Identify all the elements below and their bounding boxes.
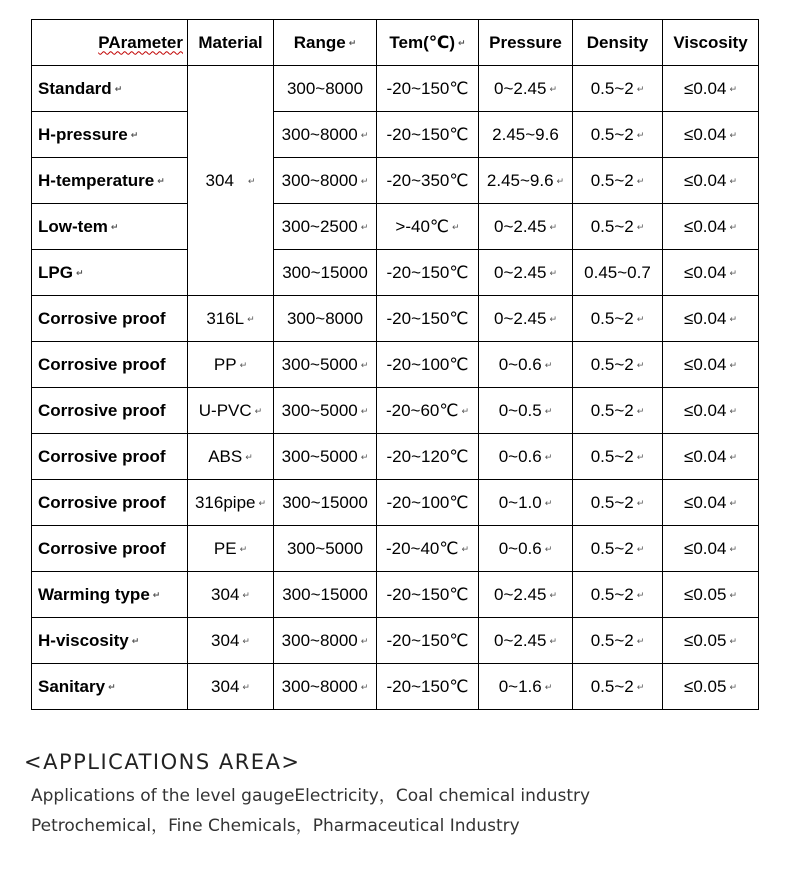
paragraph-mark-icon: ↵: [245, 451, 253, 462]
paragraph-mark-icon: ↵: [242, 681, 250, 692]
cell-pressure: [479, 250, 573, 296]
cell-tem-text: -20~150℃: [386, 676, 469, 696]
cell-range: [274, 434, 377, 480]
cell-viscosity-text: ≤0.04: [684, 262, 727, 282]
cell-pressure: [479, 112, 573, 158]
cell-pressure-text: 0~2.45: [493, 630, 547, 650]
applications-section: [24, 750, 764, 844]
cell-range: [274, 388, 377, 434]
cell-density: [573, 572, 663, 618]
table-row: [32, 158, 759, 204]
paragraph-mark-icon: ↵: [729, 589, 737, 600]
cell-viscosity: [663, 434, 759, 480]
cell-tem-text: -20~150℃: [386, 630, 469, 650]
paragraph-mark-icon: ↵: [549, 221, 558, 232]
paragraph-mark-icon: ↵: [729, 543, 737, 554]
cell-parameter-text: Low-tem: [38, 216, 108, 236]
cell-pressure-text: 0~1.0: [498, 492, 542, 512]
cell-range-text: 300~8000: [281, 170, 358, 190]
paragraph-mark-icon: ↵: [242, 589, 250, 600]
cell-pressure-text: 0~1.6: [498, 676, 542, 696]
cell-parameter-text: Sanitary: [38, 676, 106, 696]
paragraph-mark-icon: ↵: [636, 83, 645, 94]
paragraph-mark-icon: ↵: [461, 543, 470, 554]
cell-tem-text: -20~150℃: [386, 78, 469, 98]
cell-density-text: 0.5~2: [590, 308, 634, 328]
paragraph-mark-icon: ↵: [360, 221, 369, 232]
table-row: [32, 250, 759, 296]
paragraph-mark-icon: ↵: [360, 681, 369, 692]
cell-tem-text: -20~40℃: [385, 538, 459, 558]
paragraph-mark-icon: ↵: [360, 635, 369, 646]
cell-viscosity-text: ≤0.04: [684, 124, 727, 144]
paragraph-mark-icon: ↵: [461, 405, 470, 416]
paragraph-mark-icon: ↵: [242, 635, 250, 646]
cell-material: [188, 388, 274, 434]
cell-density-text: 0.5~2: [590, 492, 634, 512]
cell-viscosity: [663, 158, 759, 204]
table-row: [32, 664, 759, 710]
paragraph-mark-icon: ↵: [131, 635, 140, 646]
cell-parameter: [32, 618, 188, 664]
paragraph-mark-icon: ↵: [544, 543, 553, 554]
cell-viscosity: [663, 204, 759, 250]
cell-viscosity-text: ≤0.04: [684, 492, 727, 512]
cell-parameter: [32, 526, 188, 572]
table-body: [32, 66, 759, 710]
cell-pressure: [479, 204, 573, 250]
cell-pressure: [479, 434, 573, 480]
cell-tem: [377, 572, 479, 618]
cell-parameter: [32, 204, 188, 250]
cell-parameter: [32, 342, 188, 388]
paragraph-mark-icon: ↵: [636, 221, 645, 232]
cell-material: [188, 296, 274, 342]
cell-range: [274, 618, 377, 664]
cell-material-text: 304: [211, 630, 240, 650]
cell-tem-text: -20~100℃: [386, 354, 469, 374]
cell-tem-text: >-40℃: [395, 216, 450, 236]
header-range-label: Range: [293, 32, 346, 52]
cell-pressure-text: 0~2.45: [493, 584, 547, 604]
cell-range-text: 300~8000: [281, 630, 358, 650]
paragraph-mark-icon: ↵: [729, 497, 737, 508]
cell-density-text: 0.45~0.7: [584, 262, 651, 282]
paragraph-mark-icon: ↵: [636, 405, 645, 416]
cell-tem: [377, 66, 479, 112]
cell-tem-text: -20~100℃: [386, 492, 469, 512]
cell-range: [274, 296, 377, 342]
cell-parameter: [32, 112, 188, 158]
table-row: [32, 434, 759, 480]
paragraph-mark-icon: ↵: [544, 451, 553, 462]
paragraph-mark-icon: ↵: [636, 175, 645, 186]
paragraph-mark-icon: ↵: [636, 635, 645, 646]
cell-density: [573, 250, 663, 296]
cell-range: [274, 342, 377, 388]
cell-parameter: [32, 296, 188, 342]
cell-viscosity-text: ≤0.04: [684, 78, 727, 98]
paragraph-mark-icon: ↵: [636, 451, 645, 462]
cell-viscosity-text: ≤0.05: [684, 676, 727, 696]
cell-density: [573, 618, 663, 664]
cell-pressure: [479, 158, 573, 204]
cell-material: [188, 480, 274, 526]
table-row: [32, 296, 759, 342]
cell-density: [573, 434, 663, 480]
cell-range: [274, 572, 377, 618]
cell-density: [573, 342, 663, 388]
paragraph-mark-icon: ↵: [549, 313, 558, 324]
cell-parameter-text: H-temperature: [38, 170, 155, 190]
cell-tem: [377, 388, 479, 434]
cell-range-text: 300~8000: [281, 676, 358, 696]
cell-parameter: [32, 250, 188, 296]
cell-pressure-text: 0~2.45: [493, 308, 547, 328]
cell-parameter-text: Standard: [38, 78, 112, 98]
paragraph-mark-icon: ↵: [549, 267, 558, 278]
cell-pressure-text: 2.45~9.6: [492, 124, 559, 144]
cell-viscosity: [663, 572, 759, 618]
cell-viscosity: [663, 112, 759, 158]
cell-viscosity: [663, 388, 759, 434]
cell-material: [188, 342, 274, 388]
cell-viscosity: [663, 342, 759, 388]
paragraph-mark-icon: ↵: [114, 83, 123, 94]
paragraph-mark-icon: ↵: [360, 175, 369, 186]
cell-pressure-text: 0~0.6: [498, 538, 542, 558]
table-row: [32, 572, 759, 618]
table-row: [32, 618, 759, 664]
paragraph-mark-icon: ↵: [729, 451, 737, 462]
cell-density: [573, 112, 663, 158]
paragraph-mark-icon: ↵: [636, 497, 645, 508]
cell-range-text: 300~2500: [281, 216, 358, 236]
header-tem: [377, 20, 479, 66]
cell-pressure: [479, 526, 573, 572]
cell-pressure: [479, 388, 573, 434]
cell-viscosity-text: ≤0.04: [684, 170, 727, 190]
cell-density: [573, 66, 663, 112]
cell-tem-text: -20~150℃: [386, 584, 469, 604]
table-row: [32, 480, 759, 526]
paragraph-mark-icon: ↵: [75, 267, 84, 278]
paragraph-mark-icon: ↵: [239, 359, 248, 370]
cell-parameter-text: Corrosive proof: [38, 400, 166, 420]
paragraph-mark-icon: ↵: [636, 359, 645, 370]
cell-tem: [377, 434, 479, 480]
header-parameter: [32, 20, 188, 66]
paragraph-mark-icon: ↵: [636, 589, 645, 600]
paragraph-mark-icon: ↵: [729, 175, 737, 186]
cell-density-text: 0.5~2: [590, 400, 634, 420]
table-row: [32, 66, 759, 112]
cell-viscosity-text: ≤0.04: [684, 446, 727, 466]
cell-density-text: 0.5~2: [590, 446, 634, 466]
paragraph-mark-icon: ↵: [729, 221, 737, 232]
cell-parameter: [32, 434, 188, 480]
cell-parameter-text: H-pressure: [38, 124, 128, 144]
cell-pressure: [479, 66, 573, 112]
header-row: [32, 20, 759, 66]
paragraph-mark-icon: ↵: [729, 359, 737, 370]
cell-parameter-text: Corrosive proof: [38, 446, 166, 466]
paragraph-mark-icon: ↵: [729, 313, 737, 324]
cell-density-text: 0.5~2: [590, 584, 634, 604]
cell-density-text: 0.5~2: [590, 124, 634, 144]
table-row: [32, 112, 759, 158]
paragraph-mark-icon: ↵: [636, 129, 645, 140]
cell-range: [274, 664, 377, 710]
applications-line-1: Applications of the level gaugeElectricity，Coal chemical industry: [31, 786, 591, 806]
cell-parameter: [32, 388, 188, 434]
cell-tem: [377, 342, 479, 388]
paragraph-mark-icon: ↵: [452, 221, 460, 232]
cell-parameter-text: Warming type: [38, 584, 150, 604]
cell-tem: [377, 526, 479, 572]
paragraph-mark-icon: ↵: [544, 681, 553, 692]
cell-material-text: ABS: [208, 446, 243, 466]
paragraph-mark-icon: ↵: [247, 313, 255, 324]
cell-parameter-text: Corrosive proof: [38, 308, 166, 328]
cell-range-text: 300~5000: [286, 538, 364, 558]
paragraph-mark-icon: ↵: [110, 221, 119, 232]
cell-range: [274, 112, 377, 158]
cell-material: [188, 618, 274, 664]
cell-pressure: [479, 342, 573, 388]
cell-viscosity: [663, 66, 759, 112]
table-row: [32, 388, 759, 434]
paragraph-mark-icon: ↵: [549, 589, 558, 600]
cell-material-text: PP: [213, 354, 237, 374]
cell-density-text: 0.5~2: [590, 170, 634, 190]
cell-density: [573, 388, 663, 434]
cell-material-text: 316pipe: [194, 492, 256, 512]
cell-viscosity-text: ≤0.04: [684, 538, 727, 558]
paragraph-mark-icon: ↵: [556, 175, 565, 186]
cell-range-text: 300~8000: [286, 308, 364, 328]
spec-table: [31, 19, 759, 710]
cell-material: [188, 664, 274, 710]
cell-density-text: 0.5~2: [590, 676, 634, 696]
paragraph-mark-icon: ↵: [729, 405, 737, 416]
applications-line-2: Petrochemical，Fine Chemicals，Pharmaceutical Industry: [31, 816, 520, 836]
cell-density: [573, 664, 663, 710]
table-row: [32, 342, 759, 388]
cell-tem: [377, 480, 479, 526]
paragraph-mark-icon: ↵: [729, 267, 737, 278]
cell-parameter-text: LPG: [38, 262, 73, 282]
cell-parameter: [32, 158, 188, 204]
cell-viscosity: [663, 250, 759, 296]
cell-pressure: [479, 572, 573, 618]
header-parameter-label: PArameter: [98, 32, 183, 52]
cell-material-text: 316L: [206, 308, 245, 328]
cell-range: [274, 250, 377, 296]
cell-range-text: 300~5000: [281, 354, 358, 374]
cell-tem: [377, 296, 479, 342]
cell-tem-text: -20~60℃: [385, 400, 459, 420]
cell-material-text: 304: [211, 676, 240, 696]
paragraph-mark-icon: ↵: [152, 589, 161, 600]
cell-tem: [377, 204, 479, 250]
cell-density-text: 0.5~2: [590, 354, 634, 374]
cell-parameter-text: Corrosive proof: [38, 492, 166, 512]
cell-range-text: 300~5000: [281, 446, 358, 466]
cell-density: [573, 296, 663, 342]
header-material: Material: [188, 20, 274, 66]
paragraph-mark-icon: ↵: [729, 635, 737, 646]
cell-material: [188, 434, 274, 480]
paragraph-mark-icon: ↵: [544, 497, 553, 508]
cell-range-text: 300~8000: [286, 78, 364, 98]
cell-pressure: [479, 664, 573, 710]
paragraph-mark-icon: ↵: [636, 313, 645, 324]
applications-heading: <APPLICATIONS AREA>: [24, 750, 301, 774]
cell-range-text: 300~15000: [282, 262, 368, 282]
cell-viscosity-text: ≤0.05: [684, 630, 727, 650]
cell-tem: [377, 158, 479, 204]
cell-viscosity: [663, 664, 759, 710]
paragraph-mark-icon: ↵: [458, 37, 466, 48]
cell-material: [188, 526, 274, 572]
cell-tem-text: -20~150℃: [386, 124, 469, 144]
cell-material: [188, 572, 274, 618]
cell-density: [573, 526, 663, 572]
cell-parameter: [32, 572, 188, 618]
cell-range: [274, 204, 377, 250]
cell-viscosity: [663, 296, 759, 342]
paragraph-mark-icon: ↵: [254, 405, 263, 416]
paragraph-mark-icon: ↵: [360, 405, 369, 416]
cell-range-text: 300~15000: [282, 492, 368, 512]
cell-tem: [377, 250, 479, 296]
header-pressure: Pressure: [479, 20, 573, 66]
cell-density: [573, 204, 663, 250]
paragraph-mark-icon: ↵: [360, 129, 369, 140]
cell-density-text: 0.5~2: [590, 538, 634, 558]
cell-range: [274, 480, 377, 526]
cell-tem-text: -20~150℃: [386, 308, 469, 328]
cell-density-text: 0.5~2: [590, 216, 634, 236]
paragraph-mark-icon: ↵: [636, 543, 645, 554]
paragraph-mark-icon: ↵: [549, 635, 558, 646]
paragraph-mark-icon: ↵: [636, 681, 645, 692]
cell-pressure-text: 0~0.6: [498, 446, 542, 466]
cell-viscosity: [663, 526, 759, 572]
paragraph-mark-icon: ↵: [729, 129, 737, 140]
cell-tem-text: -20~350℃: [386, 170, 469, 190]
cell-density-text: 0.5~2: [590, 630, 634, 650]
paragraph-mark-icon: ↵: [549, 83, 558, 94]
cell-tem-text: -20~150℃: [386, 262, 469, 282]
cell-parameter: [32, 480, 188, 526]
cell-viscosity-text: ≤0.04: [684, 308, 727, 328]
cell-pressure-text: 0~2.45: [493, 262, 547, 282]
paragraph-mark-icon: ↵: [108, 681, 116, 692]
cell-range-text: 300~15000: [282, 584, 368, 604]
cell-parameter: [32, 664, 188, 710]
cell-pressure-text: 0~0.5: [498, 400, 542, 420]
cell-pressure-text: 0~2.45: [493, 78, 547, 98]
paragraph-mark-icon: ↵: [729, 681, 737, 692]
cell-material-shared: [188, 66, 274, 296]
paragraph-mark-icon: ↵: [247, 175, 256, 186]
cell-pressure: [479, 618, 573, 664]
table-row: [32, 526, 759, 572]
cell-parameter: [32, 66, 188, 112]
cell-material-text: U-PVC: [198, 400, 252, 420]
cell-viscosity-text: ≤0.04: [684, 400, 727, 420]
cell-tem: [377, 112, 479, 158]
paragraph-mark-icon: ↵: [544, 359, 553, 370]
cell-density: [573, 158, 663, 204]
cell-range: [274, 158, 377, 204]
paragraph-mark-icon: ↵: [544, 405, 553, 416]
paragraph-mark-icon: ↵: [360, 359, 369, 370]
cell-range: [274, 526, 377, 572]
cell-range-text: 300~8000: [281, 124, 358, 144]
header-range: [274, 20, 377, 66]
cell-parameter-text: H-viscosity: [38, 630, 129, 650]
header-viscosity: Viscosity: [663, 20, 759, 66]
cell-tem: [377, 664, 479, 710]
table-row: [32, 204, 759, 250]
paragraph-mark-icon: ↵: [239, 543, 248, 554]
cell-material-shared-text: 304: [205, 170, 234, 190]
cell-material-text: PE: [213, 538, 237, 558]
paragraph-mark-icon: ↵: [130, 129, 139, 140]
cell-tem: [377, 618, 479, 664]
cell-tem-text: -20~120℃: [386, 446, 469, 466]
paragraph-mark-icon: ↵: [348, 37, 357, 48]
paragraph-mark-icon: ↵: [157, 175, 165, 186]
cell-pressure-text: 2.45~9.6: [486, 170, 554, 190]
cell-viscosity-text: ≤0.05: [684, 584, 727, 604]
header-density: Density: [573, 20, 663, 66]
cell-pressure-text: 0~2.45: [493, 216, 547, 236]
header-tem-label: Tem(℃): [389, 32, 456, 52]
cell-range: [274, 66, 377, 112]
cell-parameter-text: Corrosive proof: [38, 538, 166, 558]
paragraph-mark-icon: ↵: [258, 497, 267, 508]
cell-range-text: 300~5000: [281, 400, 358, 420]
cell-density: [573, 480, 663, 526]
cell-pressure-text: 0~0.6: [498, 354, 542, 374]
cell-viscosity: [663, 480, 759, 526]
cell-pressure: [479, 480, 573, 526]
cell-viscosity: [663, 618, 759, 664]
cell-parameter-text: Corrosive proof: [38, 354, 166, 374]
cell-density-text: 0.5~2: [590, 78, 634, 98]
cell-viscosity-text: ≤0.04: [684, 354, 727, 374]
cell-viscosity-text: ≤0.04: [684, 216, 727, 236]
cell-material-text: 304: [211, 584, 240, 604]
paragraph-mark-icon: ↵: [729, 83, 737, 94]
cell-pressure: [479, 296, 573, 342]
paragraph-mark-icon: ↵: [360, 451, 369, 462]
